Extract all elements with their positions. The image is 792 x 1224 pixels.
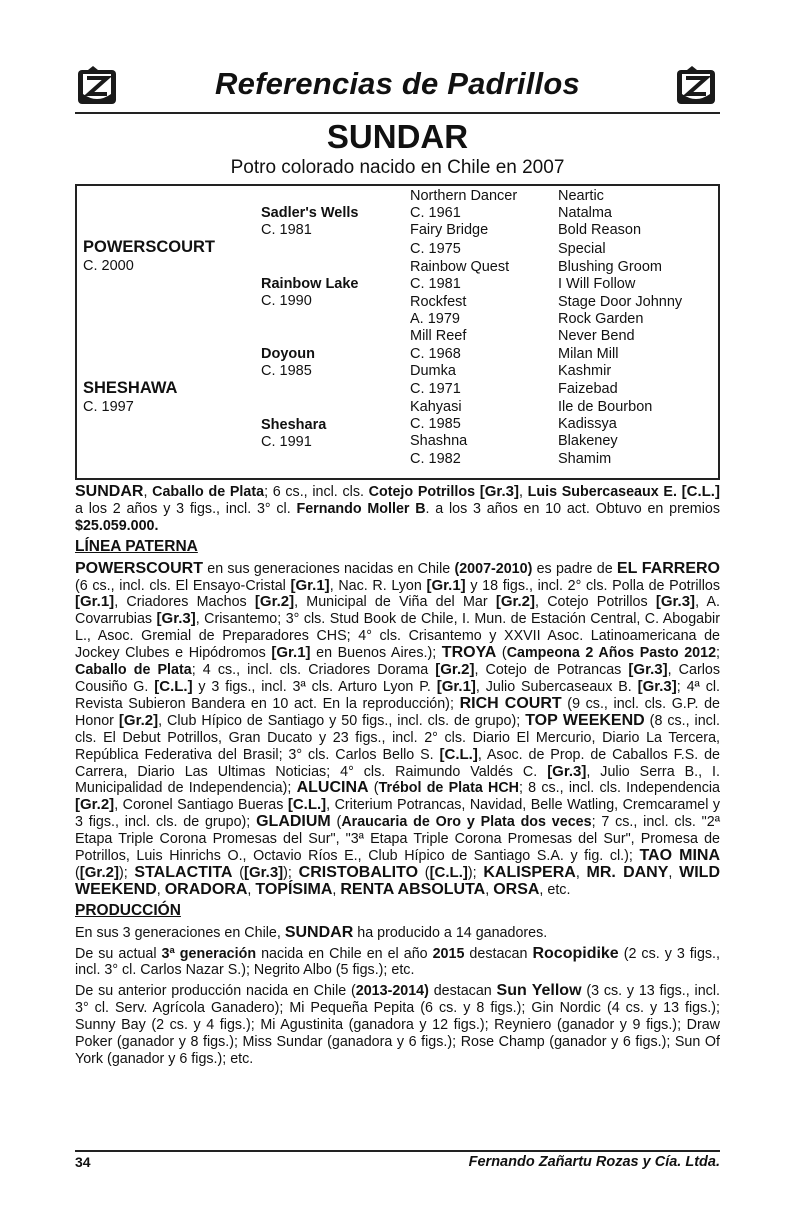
pedigree-col4-cell: Milan Mill <box>558 346 619 362</box>
produccion-paragraph <box>75 983 720 1068</box>
text: ; 7 cs., incl. cls. "2ª Etapa Triple Corona Promesas del Sur", "3ª Etapa Triple Corona Promesas del Sur", Promesa de Potrillos, Luis Hinrichs O., Octavio Ríos E., Club Hípico de Santiago S.A. y fig. cl.); <box>75 814 720 865</box>
text: ); <box>118 864 135 881</box>
pedigree-table <box>75 184 720 480</box>
pedigree-dam-name: SHESHAWA <box>83 379 178 397</box>
pedigree-sire-dam-name: Rainbow Lake <box>261 276 359 292</box>
page-title: Referencias de Padrillos <box>215 66 580 101</box>
text: ( <box>496 645 507 662</box>
horse-name-inline: TROYA <box>441 644 497 662</box>
club-shield-logo-icon <box>674 64 720 108</box>
pedigree-dam-sire-name: Doyoun <box>261 346 315 362</box>
publisher-name: Fernando Zañartu Rozas y Cía. Ltda. <box>468 1154 720 1170</box>
text-bold: $25.059.000. <box>75 517 159 534</box>
horse-name-inline: TAO MINA <box>639 847 720 865</box>
text: ( <box>232 864 244 881</box>
text: , A. Covarrubias <box>75 594 720 628</box>
text: ( <box>75 864 80 881</box>
paterna-paragraph <box>75 561 720 899</box>
pedigree-sire-dam-year: C. 1990 <box>261 293 312 309</box>
text-bold: 2013-2014) <box>355 983 429 1000</box>
text: , <box>247 881 256 898</box>
text: , Asoc. de Prop. de Caballos F.S. de Carrera, Diario Las Ultimas Noticias; 4° cls. Raimundo Valdés C. <box>75 746 720 780</box>
horse-name-inline: POWERSCOURT <box>75 559 203 577</box>
pedigree-col3-cell: C. 1985 <box>410 416 461 432</box>
pedigree-sire-sire-year: C. 1981 <box>261 222 312 238</box>
pedigree-col4-cell: Rock Garden <box>558 311 644 327</box>
text: De su actual <box>75 945 162 962</box>
race-grade: [C.L.] <box>429 863 468 881</box>
pedigree-col4-cell: Stage Door Johnny <box>558 294 683 310</box>
text: , Nac. R. Lyon <box>329 577 427 594</box>
text: ( <box>368 780 379 797</box>
text: (2 cs. y 3 figs., incl. 3° cl. Carlos Nazar S.); Negrito Albo (5 figs.); etc. <box>75 945 720 979</box>
text: ; 4 cs., incl. cls. Criadores Dorama <box>191 662 436 679</box>
race-grade: [C.L.] <box>154 677 193 695</box>
page <box>75 62 720 1072</box>
pedigree-sire-sire-name: Sadler's Wells <box>261 205 359 221</box>
text-bold: Campeona 2 Años Pasto 2012 <box>506 645 717 662</box>
pedigree-col3-cell: C. 1968 <box>410 346 461 362</box>
pedigree-dam-year: C. 1997 <box>83 399 134 415</box>
text: ha producido a 14 ganadores. <box>353 924 548 941</box>
pedigree-col3-cell: Mill Reef <box>410 328 467 344</box>
race-grade: [Gr.3] <box>637 677 677 695</box>
text: nacida en Chile en el año <box>256 945 433 962</box>
horse-name-inline: STALACTITA <box>134 863 233 881</box>
race-grade: [Gr.3] <box>479 483 519 500</box>
horse-name-inline: GLADIUM <box>256 813 331 831</box>
text: ( <box>418 864 430 881</box>
club-shield-logo-icon <box>75 64 121 108</box>
text: , Cotejo de Potrancas <box>474 662 629 679</box>
pedigree-dam-dam-year: C. 1991 <box>261 434 312 450</box>
horse-name-inline: ORSA <box>493 880 540 898</box>
text-bold: Cotejo Potrillos <box>368 484 476 500</box>
text: (6 cs., incl. cls. El Ensayo-Cristal <box>75 577 291 594</box>
pedigree-col3-cell: C. 1981 <box>410 276 461 292</box>
pedigree-col4-cell: Kadissya <box>558 416 617 432</box>
text: destacan <box>464 945 533 962</box>
horse-name-inline: RICH COURT <box>459 694 562 712</box>
text: ; 8 cs., incl. cls. Independencia <box>518 780 720 797</box>
pedigree-col4-cell: Natalma <box>558 205 612 221</box>
pedigree-col4-cell: Kashmir <box>558 363 612 379</box>
text: , Carlos Cousiño G. <box>75 662 720 695</box>
text: , <box>332 881 341 898</box>
pedigree-col3-cell: C. 1961 <box>410 205 461 221</box>
text-bold: Fernando Moller B <box>296 500 426 517</box>
text: (8 cs., incl. cls. El Debut Potrillos, Gran Ducato y 23 figs., incl. 2° cls. Diario El Mercurio, Diario La Tercera, República Federativa del Brasil; 3° cls. Carlos Bello S. <box>75 712 720 763</box>
text: a los 2 años y 3 figs., incl. 3° cl. <box>75 500 297 517</box>
text: , Coronel Santiago Bueras <box>114 797 288 814</box>
race-grade: [Gr.2] <box>435 661 475 679</box>
pedigree-col4-cell: Blushing Groom <box>558 259 662 275</box>
pedigree-sire-name: POWERSCOURT <box>83 238 215 256</box>
text: (9 cs., incl. cls. G.P. de Honor <box>75 695 720 729</box>
pedigree-col3-cell: A. 1979 <box>410 311 460 327</box>
text: y 3 figs., incl. 3ª cls. Arturo Lyon P. <box>192 678 437 695</box>
race-grade: [C.L.] <box>439 745 478 763</box>
text: , <box>668 864 680 881</box>
text: (3 cs. y 13 figs., incl. 3° cl. Serv. Agrícola Ganadero); Mi Pequeña Pepita (6 cs. y 8 figs.); Gin Nordic (4 cs. y 13 figs.); Sunny Bay (2 cs. y 4 figs.); Mi Agustinita (ganadora y 12 figs.); Reyniero (ganador y 9 figs.); Draw Poker (ganador y 8 figs.); Miss Sundar (ganadora y 6 figs.); Rose Champ (ganador y 6 figs.); Sun Of York (ganador y 6 figs.); etc. <box>75 983 720 1067</box>
race-grade: [C.L.] <box>287 796 327 814</box>
text-bold: (2007-2010) <box>454 560 533 577</box>
race-grade: [Gr.3] <box>547 762 587 780</box>
text: , Municipal de Viña del Mar <box>294 594 496 611</box>
text: , Julio Serra B., I. Municipalidad de Independencia); <box>75 763 720 797</box>
horse-name-inline: WILD WEEKEND <box>75 863 720 898</box>
text: , Cotejo Potrillos <box>535 594 656 611</box>
page-header <box>75 62 720 114</box>
text: , Julio Subercaseaux B. <box>475 678 638 695</box>
text-bold: Trébol de Plata HCH <box>378 780 519 797</box>
pedigree-dam-sire-year: C. 1985 <box>261 363 312 379</box>
race-grade: [Gr.1] <box>75 593 115 611</box>
race-grade: [Gr.2] <box>254 593 295 611</box>
pedigree-col4-cell: Ile de Bourbon <box>558 399 653 415</box>
text-bold: Caballo de Plata <box>152 484 265 500</box>
pedigree-col4-cell: Blakeney <box>558 433 618 449</box>
horse-name-inline: KALISPERA <box>483 863 576 881</box>
race-grade: [Gr.2] <box>79 863 119 881</box>
text: ; 4ª cl. Revista Subieron Bandera en 10 act. En la reproducción); <box>75 678 720 712</box>
pedigree-col3-cell: Fairy Bridge <box>410 222 489 238</box>
text: En sus 3 generaciones en Chile, <box>75 924 285 941</box>
horse-description: Potro colorado nacido en Chile en 2007 <box>230 157 565 178</box>
text: destacan <box>428 983 497 1000</box>
pedigree-col3-cell: Rockfest <box>410 294 467 310</box>
text: De su anterior producción nacida en Chile ( <box>75 983 356 1000</box>
pedigree-col3-cell: Kahyasi <box>410 399 462 415</box>
text: ; <box>716 645 721 662</box>
race-grade: [Gr.3] <box>243 863 284 881</box>
race-grade: [Gr.1] <box>426 576 466 594</box>
text: , <box>485 881 494 898</box>
horse-name-inline: TOPÍSIMA <box>255 880 333 898</box>
produccion-paragraph <box>75 925 720 942</box>
text: en Buenos Aires.); <box>310 645 442 662</box>
race-grade: [Gr.2] <box>118 711 159 729</box>
horse-name-inline: EL FARRERO <box>616 559 721 577</box>
horse-name-inline: SUNDAR <box>284 923 354 941</box>
pedigree-dam-dam-name: Sheshara <box>261 417 327 433</box>
text-bold: Araucaria de Oro y Plata dos veces <box>341 814 592 831</box>
horse-name-inline: Sun Yellow <box>496 982 582 1000</box>
text: , Club Hípico de Santiago y 50 figs., incl. cls. de grupo); <box>158 712 526 729</box>
text: en sus generaciones nacidas en Chile <box>203 560 455 577</box>
race-grade: [Gr.3] <box>156 610 196 628</box>
text: es padre de <box>532 560 617 577</box>
text: ( <box>330 814 342 831</box>
text: , Criadores Machos <box>114 594 255 611</box>
pedigree-col3-cell: Northern Dancer <box>410 188 518 204</box>
race-grade: [Gr.3] <box>655 593 696 611</box>
horse-name-inline: TOP WEEKEND <box>525 711 645 729</box>
horse-name-inline: ORADORA <box>164 880 248 898</box>
pedigree-col4-cell: Special <box>558 241 606 257</box>
pedigree-col3-cell: C. 1982 <box>410 451 461 467</box>
race-grade: [Gr.1] <box>271 644 311 662</box>
race-grade: [Gr.2] <box>495 593 536 611</box>
text: y 18 figs., incl. 2° cls. Polla de Potrillos <box>465 577 721 594</box>
text-bold: Caballo de Plata <box>75 662 192 679</box>
text: , <box>156 881 165 898</box>
pedigree-col4-cell: Neartic <box>558 188 604 204</box>
pedigree-col4-cell: Bold Reason <box>558 222 642 238</box>
page-footer <box>75 1150 720 1174</box>
text-bold: Luis Subercaseaux E. <box>527 484 677 500</box>
race-grade: [Gr.2] <box>75 796 115 814</box>
text: ; 6 cs., incl. cls. <box>264 484 369 500</box>
pedigree-col4-cell: Shamim <box>558 451 612 467</box>
text: , <box>518 484 528 500</box>
race-grade: [Gr.1] <box>290 576 330 594</box>
text: , <box>143 484 153 500</box>
pedigree-col3-cell: Rainbow Quest <box>410 259 510 275</box>
text-bold: 3ª generación <box>161 945 257 962</box>
race-grade: [Gr.3] <box>628 661 668 679</box>
pedigree-col4-cell: Never Bend <box>558 328 635 344</box>
produccion-paragraph <box>75 946 720 980</box>
text: . a los 3 años en 10 act. Obtuvo en premios <box>425 500 720 517</box>
text: , etc. <box>539 881 571 898</box>
text: , Criterium Potrancas, Navidad, Belle Watling, Cremcaramel y 3 figs., incl. cls. de grupo); <box>75 797 720 831</box>
text: , Crisantemo; 3° cls. Stud Book de Chile, I. Mun. de Estación Central, C. Abogabir L., Asoc. Gremial de Preparadores CHS; 4° cls. Crisantemo y XXVII Asoc. Latinoamericana de Jockey Clubes e Hipódromos <box>75 611 720 662</box>
race-grade: [C.L.] <box>681 483 720 500</box>
page-number: 34 <box>75 1154 91 1170</box>
text-bold: 2015 <box>432 945 465 962</box>
pedigree-col3-cell: C. 1975 <box>410 241 461 257</box>
horse-name-inline: Rocopidike <box>532 944 619 962</box>
section-heading-paterna: LÍNEA PATERNA <box>75 537 198 555</box>
pedigree-col3-cell: Dumka <box>410 363 456 379</box>
article-body <box>75 484 720 1068</box>
pedigree-col4-cell: I Will Follow <box>558 276 636 292</box>
text: , <box>575 864 587 881</box>
text: ); <box>283 864 299 881</box>
horse-name-inline: CRISTOBALITO <box>298 863 419 881</box>
summary-paragraph <box>75 484 720 535</box>
pedigree-col3-cell: C. 1971 <box>410 381 461 397</box>
race-grade: [Gr.1] <box>436 677 476 695</box>
horse-name-inline: RENTA ABSOLUTA <box>340 880 486 898</box>
section-heading-produccion: PRODUCCIÓN <box>75 901 181 919</box>
text: ); <box>467 864 484 881</box>
horse-name: SUNDAR <box>326 118 469 155</box>
pedigree-sire-year: C. 2000 <box>83 258 134 274</box>
horse-name-inline: ALUCINA <box>296 779 369 797</box>
pedigree-col3-cell: Shashna <box>410 433 468 449</box>
pedigree-col4-cell: Faizebad <box>558 381 618 397</box>
horse-name-inline: SUNDAR <box>75 483 144 500</box>
horse-name-inline: MR. DANY <box>586 863 669 881</box>
